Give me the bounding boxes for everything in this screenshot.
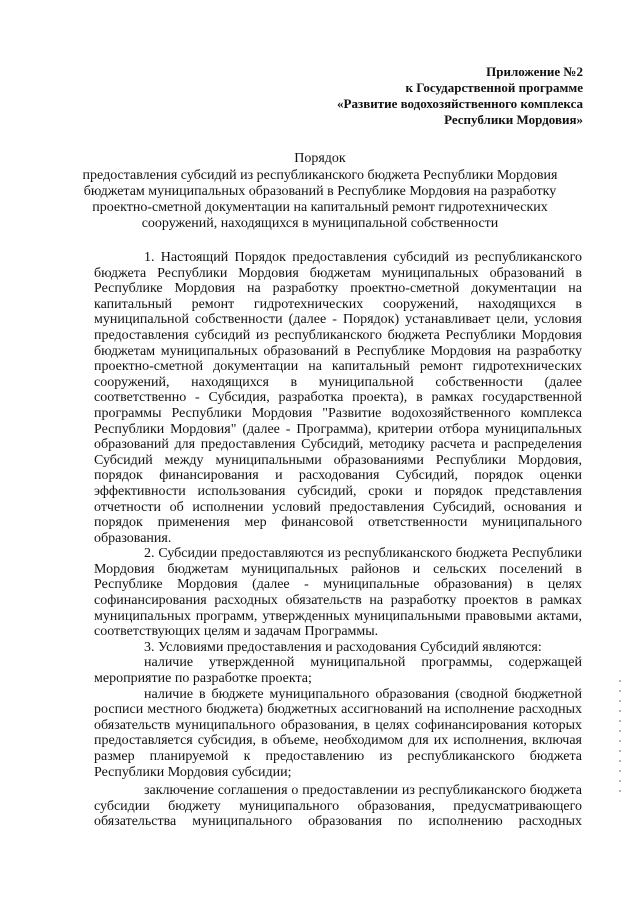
text-line: обязательств муниципального образования, в целях софинансирования которых: [94, 717, 582, 733]
title-main: Порядок: [294, 151, 346, 166]
text-line: программы Республики Мордовия "Развитие водохозяйственного комплекса: [94, 405, 582, 421]
text-line: предоставляется субсидия, в объеме, необходимом для их исполнения, включая: [94, 733, 582, 749]
document-title: [70, 151, 570, 232]
text-line: Мордовия бюджетам муниципальных районов и сельских поселений в: [94, 561, 582, 577]
text-line: капитальный ремонт гидротехнических сооружений, находящихся в: [94, 296, 582, 312]
paragraph-2: [94, 546, 582, 640]
paragraph-4: [94, 655, 582, 686]
appendix-number: Приложение №2: [486, 64, 583, 79]
text-line: порядок финансирования и расходования Субсидий, порядок оценки: [94, 468, 582, 484]
text-line: обязательства муниципального образования по исполнению расходных: [94, 814, 582, 830]
text-line: эффективности использования субсидий, сроки и порядок представления: [94, 483, 582, 499]
text-line: муниципальных программ, утвержденных муниципальными правовыми актами,: [94, 608, 582, 624]
text-line: наличие утвержденной муниципальной программы, содержащей: [144, 655, 582, 671]
text-line: росписи местного бюджета) бюджетных ассигнований на исполнение расходных: [94, 702, 582, 718]
title-line: предоставления субсидий из республиканского бюджета Республики Мордовия: [82, 168, 558, 183]
text-line: сооружений, находящихся в муниципальной собственности (далее: [94, 374, 582, 390]
paragraph-6: [94, 783, 582, 830]
title-line: сооружений, находящихся в муниципальной собственности: [141, 216, 499, 231]
scan-margin-marks: [617, 680, 623, 800]
text-line: бюджетам муниципальных образований в Республике Мордовия на разработку: [94, 343, 582, 359]
text-line: софинансирования расходных обязательств на разработку проектов в рамках: [94, 593, 582, 609]
title-line: проектно-сметной документации на капитальный ремонт гидротехнических: [92, 200, 548, 215]
text-line: муниципальной собственности (далее - Порядок) устанавливает цели, условия: [94, 312, 582, 328]
text-line: Республики Мордовия" (далее - Программа), критерии отбора муниципальных: [94, 421, 582, 437]
text-line: соответствующих целям и задачам Программы.: [94, 624, 379, 640]
title-line: бюджетам муниципальных образований в Республике Мордовия на разработку: [83, 184, 557, 199]
text-line: соответственно - Субсидия, разработка проекта), в рамках государственной: [94, 390, 582, 406]
document-body: [94, 250, 582, 830]
text-line: наличие в бюджете муниципального образования (сводной бюджетной: [144, 686, 582, 702]
paragraph-5: [94, 687, 582, 781]
appendix-program-name-1: «Развитие водохозяйственного комплекса: [337, 96, 583, 111]
text-line: Субсидий между муниципальными образованиями Республики Мордовия,: [94, 452, 582, 468]
text-line: образования.: [94, 530, 172, 546]
paragraph-1: [94, 250, 582, 546]
text-line: образований для предоставления Субсидий, методику расчета и распределения: [94, 437, 582, 453]
text-line: размер планируемой к предоставлению из республиканского бюджета: [94, 749, 582, 764]
text-line: субсидии бюджету муниципального образования, предусматривающего: [94, 798, 582, 814]
text-line: 1. Настоящий Порядок предоставления субсидий из республиканского: [144, 250, 582, 265]
text-line: Республике Мордовия на разработку проектно-сметной документации на: [94, 281, 582, 297]
text-line: порядок применения мер финансовой ответственности муниципального: [94, 515, 582, 531]
appendix-header: [283, 64, 583, 128]
text-line: 3. Условиями предоставления и расходования Субсидий являются:: [144, 639, 542, 655]
text-line: Республике Мордовия (далее - муниципальные образования) в целях: [94, 577, 582, 593]
text-line: 2. Субсидии предоставляются из республиканского бюджета Республики: [144, 546, 582, 562]
text-line: бюджета Республики Мордовия бюджетам муниципальных образований в: [94, 265, 582, 281]
text-line: отчетности об исполнении условий предоставления Субсидий, основания и: [94, 499, 582, 515]
appendix-program-ref: к Государственной программе: [405, 80, 583, 95]
text-line: проектно-сметной документации на капитальный ремонт гидротехнических: [94, 359, 582, 375]
paragraph-3: [94, 640, 582, 656]
text-line: заключение соглашения о предоставлении из республиканского бюджета: [144, 783, 582, 799]
text-line: предоставления субсидий из республиканского бюджета Республики Мордовия: [94, 327, 582, 343]
text-line: мероприятие по разработке проекта;: [94, 671, 312, 687]
appendix-program-name-2: Республики Мордовия»: [444, 112, 583, 127]
text-line: Республики Мордовия субсидии;: [94, 764, 292, 780]
